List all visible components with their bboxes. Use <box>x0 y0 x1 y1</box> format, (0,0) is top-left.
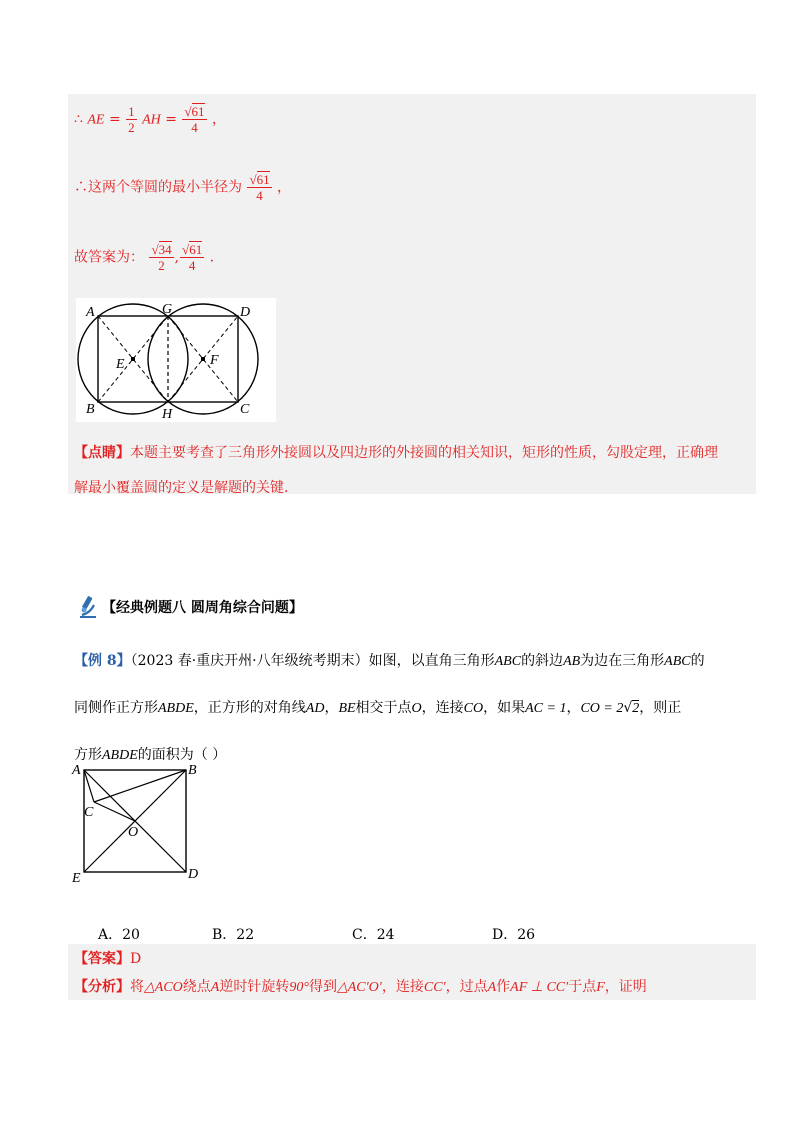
math-be: BE <box>338 701 356 716</box>
fraction-half <box>126 104 137 135</box>
frac-num: 1 <box>128 104 135 119</box>
text: 绕点 <box>182 979 211 995</box>
example-tag: 【例 8】 <box>74 653 131 669</box>
frac-den: 2 <box>128 120 135 135</box>
text: 的面积为（ ） <box>137 747 227 763</box>
text: ，连接 <box>381 979 424 995</box>
math-a: A <box>210 980 220 995</box>
fig2-label: E <box>72 871 81 886</box>
section-title: 【经典例题八 圆周角综合问题】 <box>102 600 303 616</box>
microscope-icon <box>74 594 100 620</box>
text: 作 <box>496 979 511 995</box>
text: 逆时针旋转 <box>219 979 290 995</box>
text: ，过点 <box>445 979 488 995</box>
option-b: B．22 <box>212 927 255 943</box>
example-question <box>74 638 754 779</box>
comment-line-1 <box>74 440 718 466</box>
fraction-sqrt61-over-4 <box>182 104 206 135</box>
example-line-1 <box>74 638 754 685</box>
fraction-sqrt61-over-4 <box>180 242 204 273</box>
analysis-tag: 【分析】 <box>74 979 130 995</box>
fig1-label: B <box>86 402 95 417</box>
solution-line-2 <box>74 172 291 203</box>
fig1-label: A <box>86 305 95 320</box>
fig2-label: B <box>188 763 197 778</box>
comment-text-2: 解最小覆盖圆的定义是解题的关键. <box>74 480 289 496</box>
text: ， <box>566 700 581 716</box>
answer-prefix: 故答案为： <box>74 249 144 266</box>
option-a: A．20 <box>98 927 140 943</box>
answer-value: D <box>130 951 142 967</box>
fig2-label: C <box>84 805 94 820</box>
frac-num: √34 <box>151 242 172 257</box>
fig2-label: A <box>72 763 81 778</box>
radicand: 61 <box>191 104 205 119</box>
math-o: O <box>411 701 422 716</box>
frac-den: 4 <box>256 188 263 203</box>
text: ，连接 <box>421 700 464 716</box>
radicand: 61 <box>256 172 270 187</box>
math-deg: 90° <box>289 980 309 995</box>
text: 方形 <box>74 747 102 763</box>
min-radius-text: ∴这两个等圆的最小半径为 <box>74 179 242 196</box>
math-co-eq: CO = 2 <box>580 701 624 716</box>
answer-tag: 【答案】 <box>74 951 130 967</box>
equals-sign: = <box>108 111 121 128</box>
answer-line <box>74 948 141 968</box>
math-cc-prime: CC′ <box>423 980 446 995</box>
math-abde: ABDE <box>158 701 194 716</box>
text: 于点 <box>568 979 597 995</box>
math-ac-eq: AC = 1 <box>525 701 567 716</box>
fig1-label: F <box>210 353 219 368</box>
example-line-2 <box>74 685 754 732</box>
comment-tag: 【点睛】 <box>74 445 130 461</box>
punctuation: . <box>209 249 215 266</box>
punctuation: ， <box>277 179 292 196</box>
option-d: D．26 <box>492 927 536 943</box>
two-circles-figure <box>76 298 276 422</box>
fig1-label: H <box>162 407 173 422</box>
equals-sign: = <box>165 111 177 128</box>
example-source: （2023 春·重庆开州·八年级统考期末）如图，以直角三角形 <box>130 653 495 669</box>
math-a: A <box>487 980 497 995</box>
math-triangle-aco: △ACO <box>144 980 183 995</box>
punctuation: ， <box>211 111 226 128</box>
therefore-symbol: ∴ <box>74 111 83 128</box>
point-f <box>201 357 205 361</box>
square-figure <box>70 760 210 886</box>
text: 为边在三角形 <box>580 653 665 669</box>
frac-num: √61 <box>249 172 270 187</box>
frac-den: 4 <box>191 120 198 135</box>
fig2-label: D <box>188 867 199 882</box>
text: ，如果 <box>483 700 526 716</box>
fig1-label: D <box>240 305 251 320</box>
segment-co <box>94 802 135 821</box>
text: ，则正 <box>639 700 682 716</box>
analysis-line <box>74 976 647 996</box>
text: 将 <box>130 979 144 995</box>
fraction-sqrt34-over-2 <box>149 242 173 273</box>
math-abc: ABC <box>664 654 691 669</box>
text: 的 <box>690 653 705 669</box>
expr-ah: AH <box>142 112 161 128</box>
comma: , <box>174 249 180 266</box>
fig2-label: O <box>128 825 139 840</box>
math-f: F <box>596 980 605 995</box>
solution-panel <box>68 94 756 494</box>
radicand: 61 <box>189 242 203 257</box>
text: ， <box>324 700 339 716</box>
comment-text: 本题主要考查了三角形外接圆以及四边形的外接圆的相关知识，矩形的性质，勾股定理，正确理 <box>130 445 718 461</box>
section-header <box>74 594 303 620</box>
solution-line-1 <box>74 104 226 135</box>
frac-den: 4 <box>188 258 196 273</box>
expr-ae: AE <box>87 112 105 128</box>
radicand: 34 <box>158 242 172 257</box>
option-c: C．24 <box>352 927 395 943</box>
math-ad: AD <box>305 701 325 716</box>
text: 的斜边 <box>521 653 564 669</box>
fraction-sqrt61-over-4 <box>247 172 271 203</box>
math-co: CO <box>463 701 484 716</box>
solution-line-3 <box>74 242 214 273</box>
math-ab: AB <box>563 654 581 669</box>
fig1-label: E <box>116 357 125 372</box>
segment-cb <box>94 770 186 802</box>
text: 同侧作正方形 <box>74 700 158 716</box>
text: ，正方形的对角线 <box>193 700 306 716</box>
fig1-label: C <box>240 402 250 417</box>
text: ，证明 <box>604 979 647 995</box>
math-perp: AF ⊥ CC′ <box>510 980 569 995</box>
math-triangle-aco-prime: △AC′O′ <box>336 980 382 995</box>
point-e <box>131 357 135 361</box>
fig1-label: G <box>162 302 173 317</box>
frac-num: √61 <box>184 104 205 119</box>
radicand: 2 <box>632 701 640 716</box>
text: 得到 <box>308 979 337 995</box>
frac-num: √61 <box>182 242 203 257</box>
sqrt-sign: √ <box>623 700 633 716</box>
math-abde: ABDE <box>102 748 138 763</box>
math-abc: ABC <box>494 654 522 669</box>
comment-block <box>74 440 718 501</box>
frac-den: 2 <box>158 258 165 273</box>
text: 相交于点 <box>355 700 412 716</box>
